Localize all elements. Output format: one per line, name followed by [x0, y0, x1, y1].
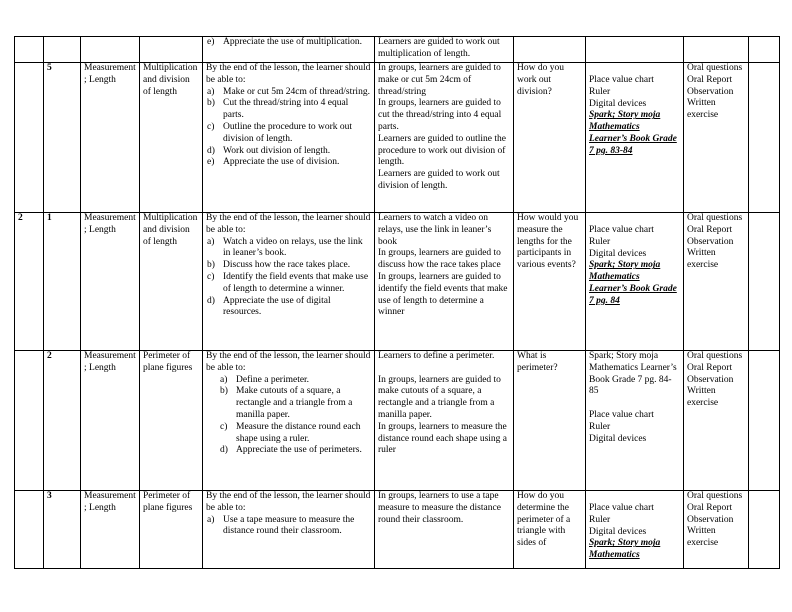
inquiry-cell: How do you determine the perimeter of a triangle with sides of — [514, 491, 586, 569]
outcome-item: a) Make or cut 5m 24cm of thread/string. — [207, 86, 370, 97]
resources-cell — [586, 351, 684, 491]
experience-line: Learners are guided to work out division of length. — [378, 169, 500, 191]
outcome-item: c) Outline the procedure to work out division of length. — [207, 121, 353, 144]
outcomes-intro: By the end of the lesson, the learner should be able to: — [206, 213, 371, 235]
outcomes-cell — [203, 37, 375, 63]
outcomes-intro: By the end of the lesson, the learner should be able to: — [206, 63, 371, 85]
outcomes-cell — [203, 63, 375, 213]
resource-item: Ruler — [589, 86, 611, 97]
experience-line: In groups, learners are guided to make cutouts of a square, a rectangle and a triangle from a manilla paper. — [378, 374, 501, 420]
outcome-item: b) Discuss how the race takes place. — [207, 260, 351, 271]
assessment-item: Written exercise — [687, 248, 719, 271]
spacer — [589, 398, 680, 410]
outcome-item: d) Work out division of length. — [207, 145, 331, 156]
assessment-cell — [684, 63, 749, 213]
outcome-item: a) Define a perimeter. — [220, 374, 310, 385]
assessment-cell — [684, 351, 749, 491]
experience-line: In groups, learners are guided to identify the field events that make use of length to determine a winner — [378, 271, 508, 318]
resource-item: Ruler — [589, 514, 611, 525]
week-cell — [15, 37, 44, 63]
outcome-item: d) Appreciate the use of perimeters. — [220, 445, 362, 456]
sub-strand-cell: Perimeter of plane figures — [140, 491, 203, 569]
assessment-item: Observation — [687, 236, 734, 247]
outcome-item: c) Measure the distance round each shape using a ruler. — [220, 421, 361, 444]
assessment-item: Oral questions — [687, 491, 743, 501]
resource-item: Place value chart — [589, 409, 654, 420]
resources-cell — [586, 213, 684, 351]
experience-line: Learners are guided to outline the procedure to work out division of length. — [378, 133, 506, 168]
experiences-cell — [375, 63, 514, 213]
resource-item: Ruler — [589, 421, 611, 432]
assessment-item: Oral Report — [687, 502, 733, 513]
remarks-cell — [749, 63, 780, 213]
inquiry-cell: How do you work out division? — [514, 63, 586, 213]
remarks-cell — [749, 213, 780, 351]
experience-line: In groups, learners are guided to make or cut 5m 24cm of thread/string — [378, 63, 501, 97]
assessment-item: Oral questions — [687, 213, 743, 223]
experience-line: In groups, learners are guided to cut the thread/string into 4 equal parts. — [378, 98, 502, 132]
spacer — [378, 363, 510, 375]
resource-item: Digital devices — [589, 98, 647, 109]
assessment-item: Observation — [687, 86, 734, 97]
sub-strand-cell: Multiplication and division of length — [140, 63, 203, 213]
lesson-cell — [44, 37, 81, 63]
assessment-item: Observation — [687, 374, 734, 385]
experience-line: In groups, learners to measure the distance round each shape using a ruler — [378, 421, 507, 456]
outcome-item: c) Identify the field events that make use of length to determine a winner. — [207, 271, 369, 294]
outcome-item: e) Appreciate the use of division. — [207, 157, 340, 168]
assessment-item: Oral Report — [687, 224, 733, 235]
resource-item: Digital devices — [589, 248, 647, 259]
outcomes-intro: By the end of the lesson, the learner should be able to: — [206, 351, 371, 373]
outcomes-cell — [203, 213, 375, 351]
inquiry-cell: How would you measure the lengths for the participants in various events? — [514, 213, 586, 351]
assessment-item: Observation — [687, 514, 734, 525]
experiences-cell — [375, 351, 514, 491]
remarks-cell — [749, 491, 780, 569]
resources-cell — [586, 491, 684, 569]
strand-cell: Measurement; Length — [81, 491, 140, 569]
textbook-reference: Spark; Story moja Mathematics — [589, 538, 661, 561]
assessment-cell — [684, 37, 749, 63]
experience-line: Learners to watch a video on relays, use the link in leaner’s book — [378, 213, 492, 247]
experience-line: In groups, learners are guided to discuss how the race takes place — [378, 248, 501, 271]
lesson-cell: 1 — [44, 213, 81, 351]
assessment-item: Oral questions — [687, 63, 743, 73]
resource-item: Place value chart — [589, 225, 654, 235]
inquiry-cell — [514, 37, 586, 63]
table-row — [15, 213, 780, 351]
resource-item: Digital devices — [589, 433, 647, 444]
week-cell: 2 — [15, 213, 44, 351]
lesson-cell: 3 — [44, 491, 81, 569]
lesson-cell: 5 — [44, 63, 81, 213]
assessment-item: Oral Report — [687, 74, 733, 85]
outcomes-cell — [203, 491, 375, 569]
lesson-cell: 2 — [44, 351, 81, 491]
assessment-item: Oral questions — [687, 351, 743, 361]
strand-cell: Measurement; Length — [81, 213, 140, 351]
assessment-cell — [684, 491, 749, 569]
strand-cell: Measurement; Length — [81, 63, 140, 213]
remarks-cell — [749, 37, 780, 63]
outcome-item: b) Make cutouts of a square, a rectangle and a triangle from a manilla paper. — [220, 386, 353, 420]
outcome-item: e) Appreciate the use of multiplication. — [207, 37, 363, 47]
textbook-reference: Spark; Story moja Mathematics Learner’s Book Grade 7 pg. 83-84 — [589, 110, 677, 156]
table-row — [15, 63, 780, 213]
inquiry-cell: What is perimeter? — [514, 351, 586, 491]
textbook-reference: Spark; Story moja Mathematics Learner’s Book Grade 7 pg. 84-85 — [589, 351, 677, 397]
sub-strand-cell — [140, 37, 203, 63]
resource-item: Place value chart — [589, 75, 654, 85]
resources-cell — [586, 37, 684, 63]
strand-cell: Measurement; Length — [81, 351, 140, 491]
assessment-item: Written exercise — [687, 98, 719, 121]
sub-strand-cell: Multiplication and division of length — [140, 213, 203, 351]
experiences-cell — [375, 213, 514, 351]
strand-cell — [81, 37, 140, 63]
experiences-cell — [375, 37, 514, 63]
assessment-item: Oral Report — [687, 362, 733, 373]
table-row — [15, 351, 780, 491]
outcome-item: a) Watch a video on relays, use the link in leaner’s book. — [207, 236, 363, 259]
experience-line: Learners to define a perimeter. — [378, 351, 495, 361]
resource-item: Place value chart — [589, 503, 654, 513]
table-row — [15, 491, 780, 569]
assessment-item: Written exercise — [687, 386, 719, 409]
assessment-cell — [684, 213, 749, 351]
resources-cell — [586, 63, 684, 213]
outcome-item: a) Use a tape measure to measure the distance round their classroom. — [207, 514, 355, 537]
resource-item: Ruler — [589, 236, 611, 247]
experiences-cell — [375, 491, 514, 569]
sub-strand-cell: Perimeter of plane figures — [140, 351, 203, 491]
experience-line: Learners are guided to work out multiplication of length. — [378, 37, 500, 59]
remarks-cell — [749, 351, 780, 491]
table-row — [15, 37, 780, 63]
week-cell — [15, 63, 44, 213]
scheme-of-work-table — [14, 36, 780, 569]
week-cell — [15, 491, 44, 569]
week-cell — [15, 351, 44, 491]
resource-item: Digital devices — [589, 526, 647, 537]
experience-line: In groups, learners to use a tape measure to measure the distance round their classroom. — [378, 491, 501, 525]
outcome-item: d) Appreciate the use of digital resources. — [207, 295, 331, 318]
outcomes-intro: By the end of the lesson, the learner should be able to: — [206, 491, 371, 513]
assessment-item: Written exercise — [687, 526, 719, 549]
outcomes-cell — [203, 351, 375, 491]
outcome-item: b) Cut the thread/string into 4 equal parts. — [207, 98, 349, 121]
textbook-reference: Spark; Story moja Mathematics Learner’s Book Grade 7 pg. 84 — [589, 260, 677, 306]
